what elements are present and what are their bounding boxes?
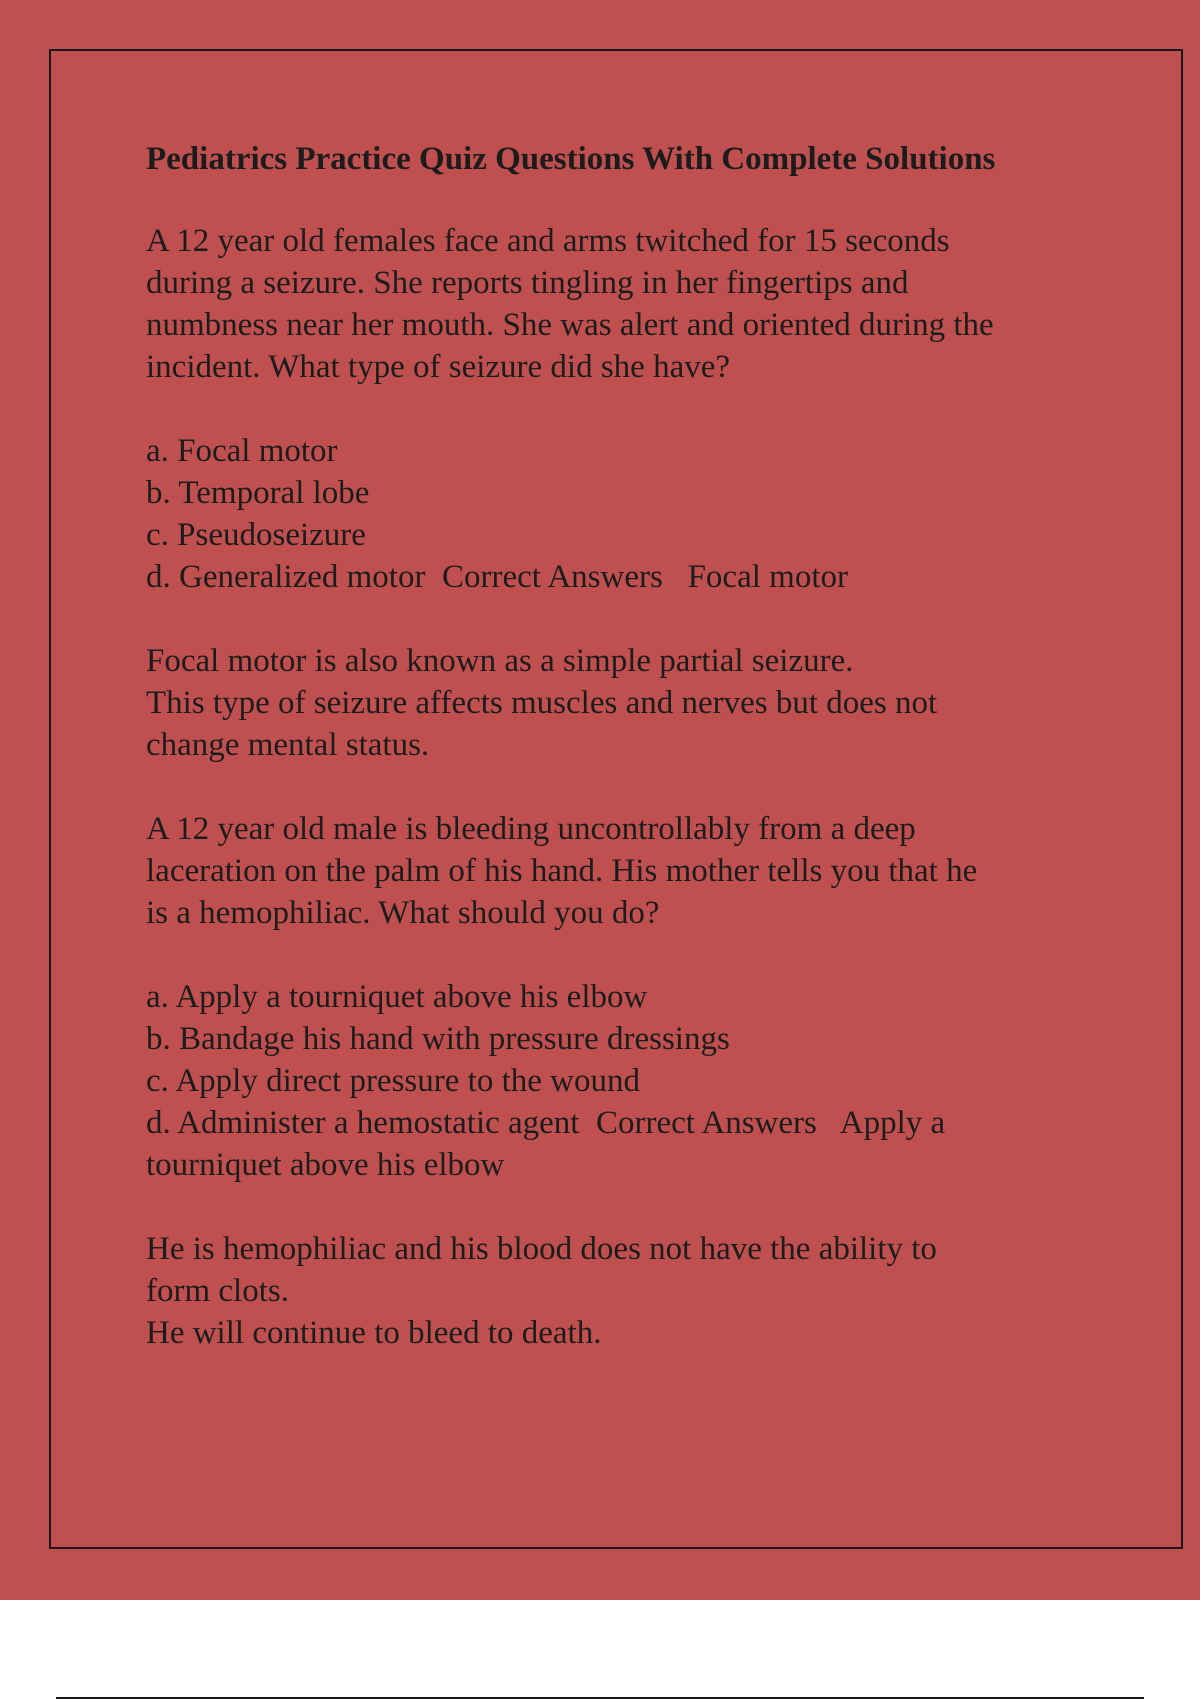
option-c: c. Apply direct pressure to the wound xyxy=(146,1063,640,1099)
text-line: form clots. xyxy=(146,1273,289,1309)
text-line: numbness near her mouth. She was alert and oriented during the xyxy=(146,307,994,343)
option-b: b. Bandage his hand with pressure dressings xyxy=(146,1021,730,1057)
option-d-with-answer: d. Generalized motor Correct Answers Focal motor xyxy=(146,559,848,595)
text-line: tourniquet above his elbow xyxy=(146,1147,505,1183)
footer-divider xyxy=(56,1697,1144,1699)
text-line: He will continue to bleed to death. xyxy=(146,1315,602,1351)
question-1 xyxy=(146,220,1106,388)
option-d-with-answer: d. Administer a hemostatic agent Correct Answers Apply a xyxy=(146,1105,946,1141)
document-content xyxy=(146,138,1106,1396)
question-2 xyxy=(146,808,1106,934)
text-line: He is hemophiliac and his blood does not have the ability to xyxy=(146,1231,937,1267)
text-line: laceration on the palm of his hand. His mother tells you that he xyxy=(146,853,978,889)
option-b: b. Temporal lobe xyxy=(146,475,370,511)
text-line: A 12 year old females face and arms twitched for 15 seconds xyxy=(146,223,950,259)
question-1-explanation xyxy=(146,640,1106,766)
question-2-options xyxy=(146,976,1106,1186)
text-line: This type of seizure affects muscles and nerves but does not xyxy=(146,685,938,721)
text-line: Focal motor is also known as a simple partial seizure. xyxy=(146,643,854,679)
question-1-options xyxy=(146,430,1106,598)
option-c: c. Pseudoseizure xyxy=(146,517,366,553)
text-line: A 12 year old male is bleeding uncontrollably from a deep xyxy=(146,811,916,847)
document-title: Pediatrics Practice Quiz Questions With Complete Solutions xyxy=(146,141,996,177)
option-a: a. Apply a tourniquet above his elbow xyxy=(146,979,648,1015)
text-line: change mental status. xyxy=(146,727,430,763)
text-line: incident. What type of seizure did she have? xyxy=(146,349,731,385)
text-line: during a seizure. She reports tingling in her fingertips and xyxy=(146,265,909,301)
text-line: is a hemophiliac. What should you do? xyxy=(146,895,660,931)
option-a: a. Focal motor xyxy=(146,433,338,469)
question-2-explanation xyxy=(146,1228,1106,1354)
